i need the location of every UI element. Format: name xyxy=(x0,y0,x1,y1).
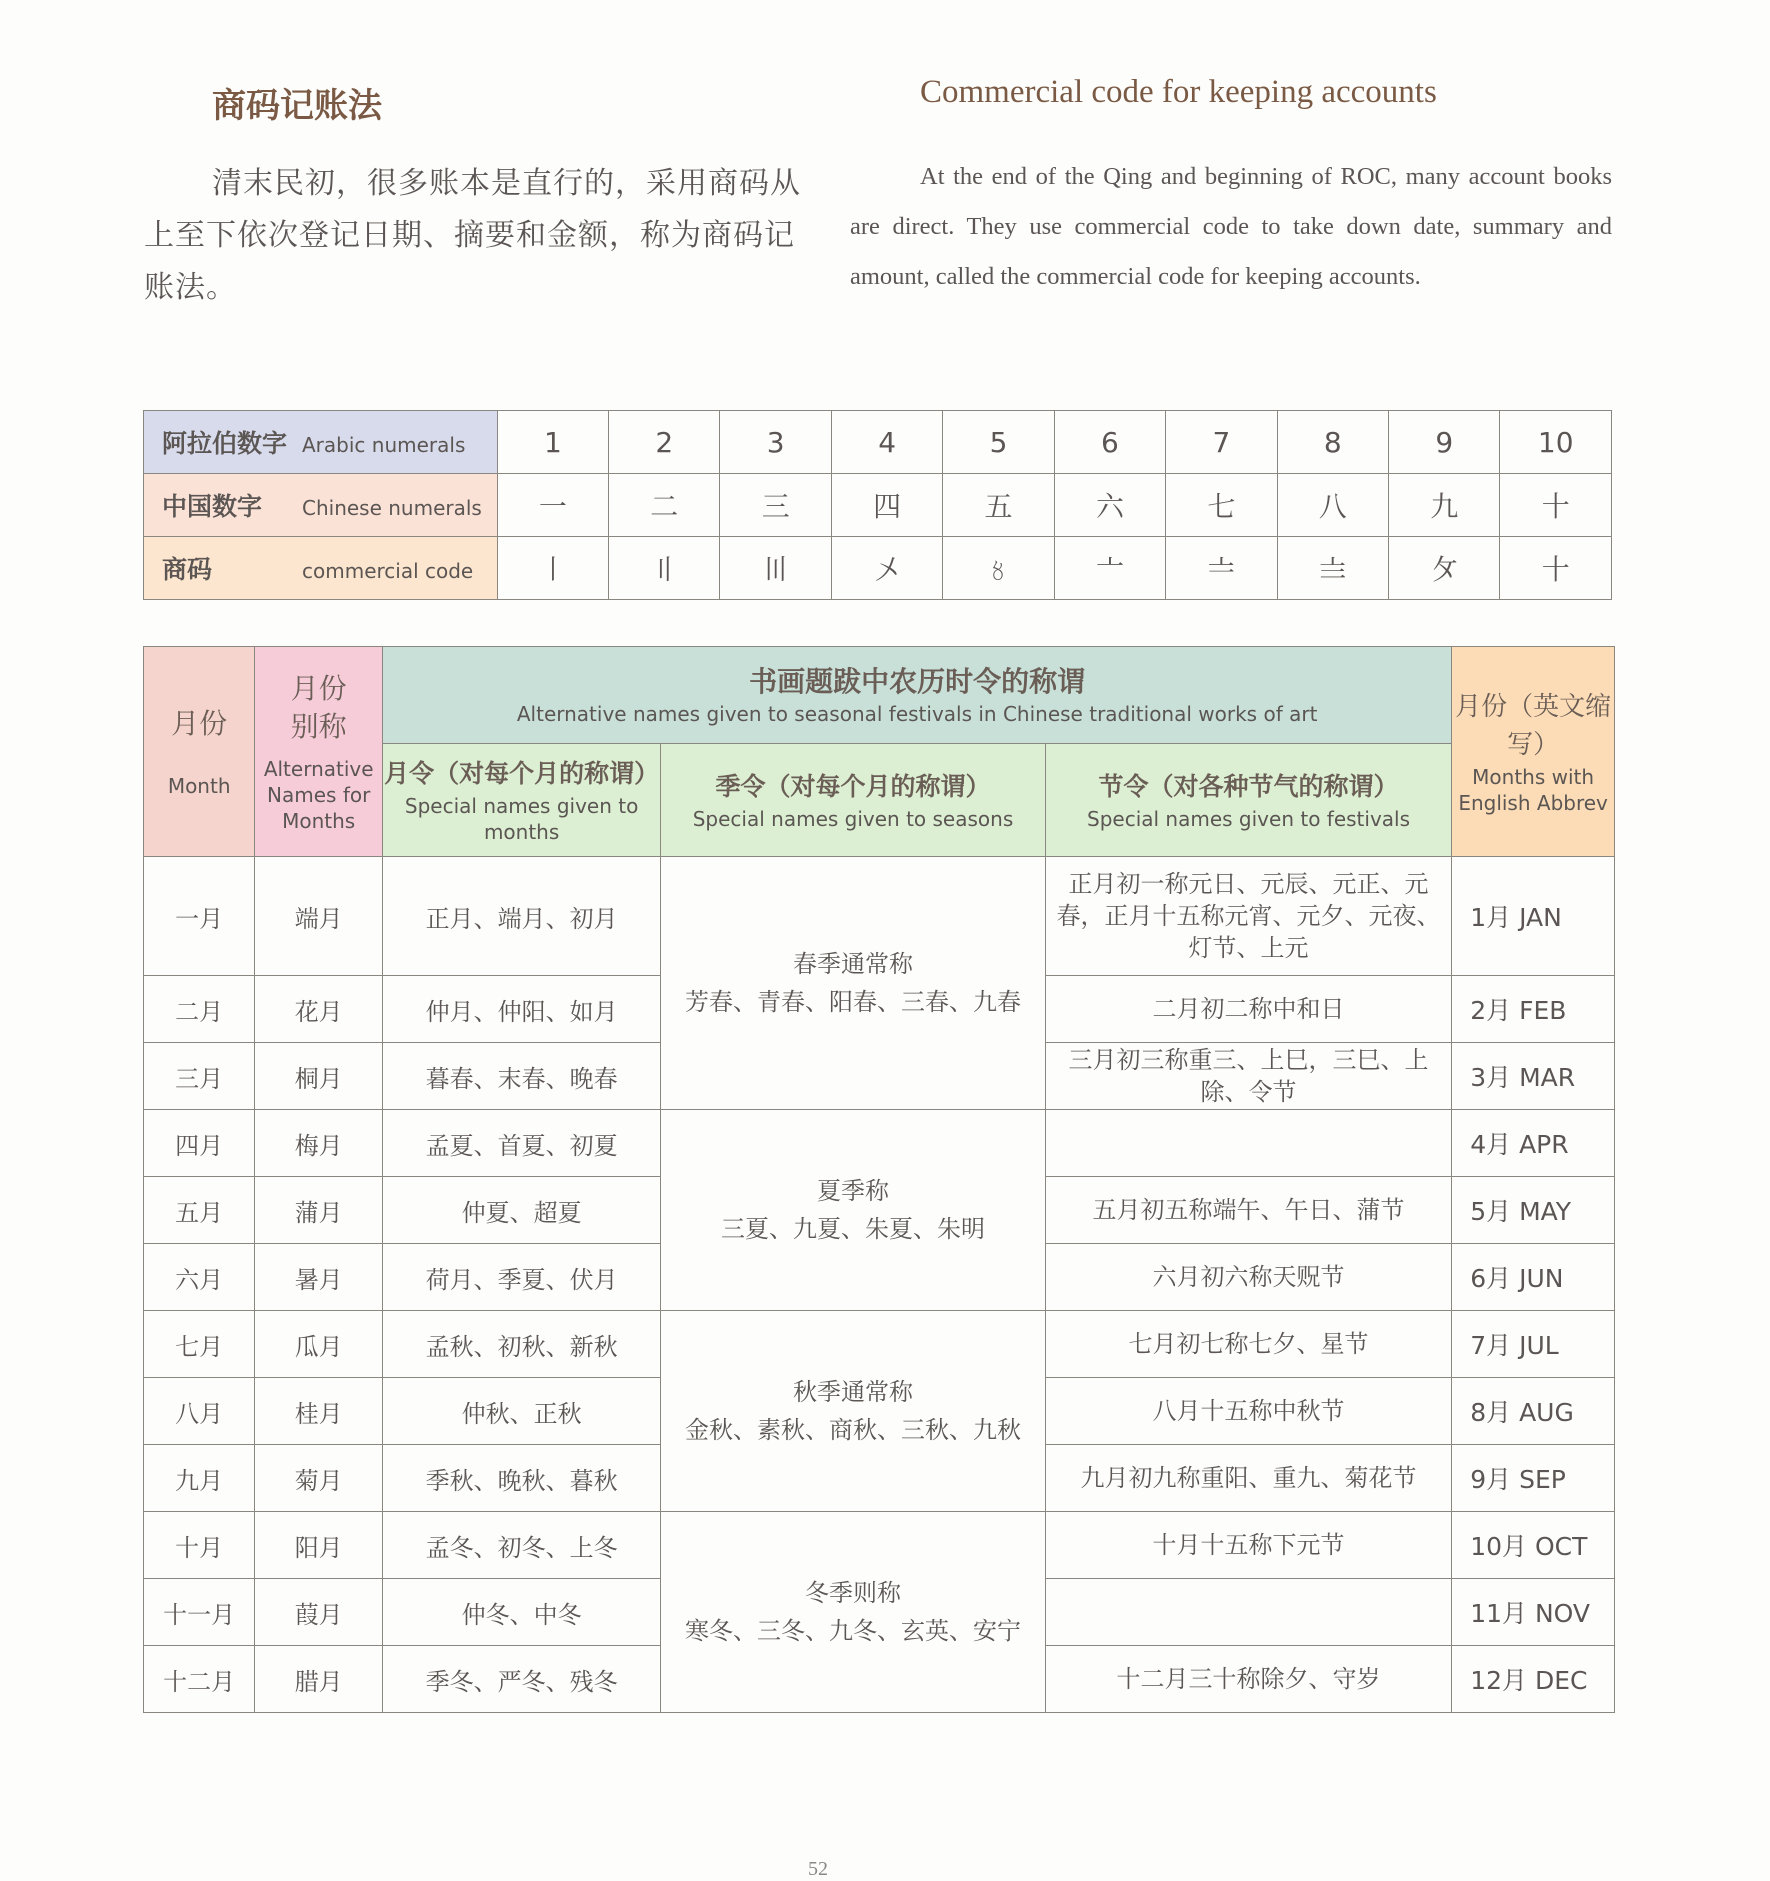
alt-name-cell: 腊月 xyxy=(255,1646,383,1713)
season-names: 寒冬、三冬、九冬、玄英、安宁 xyxy=(685,1617,1021,1645)
season-title: 冬季则称 xyxy=(805,1579,901,1607)
numeral-cell: 一 xyxy=(497,474,608,537)
month-cell: 三月 xyxy=(144,1043,255,1110)
chinese-section-title: 商码记账法 xyxy=(212,86,382,126)
eng-abbrev-cell: 7月 JUL xyxy=(1452,1311,1615,1378)
jieling-header-en: Special names given to festivals xyxy=(1087,807,1411,831)
numeral-cell: 〤 xyxy=(831,537,942,600)
alt-names-header xyxy=(255,647,383,857)
month-cell: 十二月 xyxy=(144,1646,255,1713)
numerals-table xyxy=(143,410,1612,600)
eng-abbrev-cell: 2月 FEB xyxy=(1452,976,1615,1043)
yueling-header-en: Special names given to months xyxy=(404,794,639,844)
jieling-cell: 七月初七称七夕、星节 xyxy=(1045,1311,1451,1378)
eng-abbrev-cell: 4月 APR xyxy=(1452,1110,1615,1177)
alt-name-cell: 桂月 xyxy=(255,1378,383,1445)
yueling-cell: 孟冬、初冬、上冬 xyxy=(383,1512,661,1579)
month-header-zh: 月份 xyxy=(171,706,228,740)
numeral-cell: 十 xyxy=(1500,537,1612,600)
row-label xyxy=(144,537,498,600)
season-title: 秋季通常称 xyxy=(793,1378,913,1406)
jieling-header-zh: 节令（对各种节气的称谓） xyxy=(1098,772,1399,801)
numeral-cell: 〡 xyxy=(497,537,608,600)
numeral-cell: 6 xyxy=(1054,411,1165,474)
alt-name-cell: 瓜月 xyxy=(255,1311,383,1378)
months-table xyxy=(143,646,1615,1713)
arabic-numerals-row xyxy=(144,411,1612,474)
seasonal-names-header xyxy=(383,647,1452,744)
numeral-cell: 四 xyxy=(831,474,942,537)
chinese-numerals-row xyxy=(144,474,1612,537)
alt-name-cell: 阳月 xyxy=(255,1512,383,1579)
eng-abbrev-cell: 3月 MAR xyxy=(1452,1043,1615,1110)
super-header-zh: 书画题跋中农历时令的称谓 xyxy=(749,665,1086,698)
numeral-cell: 〨 xyxy=(1277,537,1388,600)
month-cell: 八月 xyxy=(144,1378,255,1445)
jieling-cell: 十月十五称下元节 xyxy=(1045,1512,1451,1579)
eng-abbrev-cell: 10月 OCT xyxy=(1452,1512,1615,1579)
eng-header-zh: 月份（英文缩写） xyxy=(1455,691,1612,760)
super-header-en: Alternative names given to seasonal festivals in Chinese traditional works of art xyxy=(516,702,1318,726)
month-header-en: Month xyxy=(167,773,231,798)
month-cell: 五月 xyxy=(144,1177,255,1244)
month-header xyxy=(144,647,255,857)
english-section-title: Commercial code for keeping accounts xyxy=(920,74,1437,110)
numeral-cell: 〧 xyxy=(1166,537,1277,600)
alt-name-cell: 梅月 xyxy=(255,1110,383,1177)
row-label xyxy=(144,474,498,537)
jieling-cell: 二月初二称中和日 xyxy=(1045,976,1451,1043)
jieling-cell: 六月初六称天贶节 xyxy=(1045,1244,1451,1311)
season-title: 春季通常称 xyxy=(793,950,913,978)
numeral-cell: 3 xyxy=(720,411,831,474)
numeral-cell: 五 xyxy=(943,474,1054,537)
alt-header-zh: 月份别称 xyxy=(290,671,347,743)
alt-name-cell: 花月 xyxy=(255,976,383,1043)
season-names: 芳春、青春、阳春、三春、九春 xyxy=(685,988,1021,1016)
yueling-header xyxy=(383,744,661,857)
season-title: 夏季称 xyxy=(817,1177,889,1205)
yueling-cell: 仲夏、超夏 xyxy=(383,1177,661,1244)
chinese-paragraph: 清末民初，很多账本是直行的，采用商码从上至下依次登记日期、摘要和金额，称为商码记账法。 xyxy=(144,166,801,305)
numeral-cell: 〩 xyxy=(1389,537,1500,600)
jieling-cell: 五月初五称端午、午日、蒲节 xyxy=(1045,1177,1451,1244)
numeral-cell: 八 xyxy=(1277,474,1388,537)
month-cell: 六月 xyxy=(144,1244,255,1311)
english-paragraph: At the end of the Qing and beginning of ROC, many account books are direct. They use commercial code to take down date, summary and amount, called the commercial code for keeping accounts. xyxy=(850,163,1612,290)
month-cell: 二月 xyxy=(144,976,255,1043)
yueling-cell: 仲冬、中冬 xyxy=(383,1579,661,1646)
season-cell-autumn xyxy=(661,1311,1046,1512)
eng-abbrev-cell: 12月 DEC xyxy=(1452,1646,1615,1713)
row-label xyxy=(144,411,498,474)
month-cell: 九月 xyxy=(144,1445,255,1512)
alt-name-cell: 菊月 xyxy=(255,1445,383,1512)
season-names: 金秋、素秋、商秋、三秋、九秋 xyxy=(685,1416,1021,1444)
jieling-cell xyxy=(1045,1579,1451,1646)
jieling-header xyxy=(1045,744,1451,857)
row-label-zh: 阿拉伯数字 xyxy=(162,429,288,458)
yueling-cell: 仲秋、正秋 xyxy=(383,1378,661,1445)
alt-name-cell: 端月 xyxy=(255,857,383,976)
alt-header-en: Alternative Names for Months xyxy=(263,756,374,833)
season-cell-summer xyxy=(661,1110,1046,1311)
jieling-cell: 正月初一称元日、元辰、元正、元春，正月十五称元宵、元夕、元夜、灯节、上元 xyxy=(1045,857,1451,976)
numeral-cell: 7 xyxy=(1166,411,1277,474)
yueling-cell: 正月、端月、初月 xyxy=(383,857,661,976)
jiling-header-zh: 季令（对每个月的称谓） xyxy=(715,772,991,801)
eng-abbrev-cell: 6月 JUN xyxy=(1452,1244,1615,1311)
season-cell-winter xyxy=(661,1512,1046,1713)
yueling-cell: 孟夏、首夏、初夏 xyxy=(383,1110,661,1177)
table-row xyxy=(144,1512,1615,1579)
numeral-cell: 十 xyxy=(1500,474,1612,537)
numeral-cell: 5 xyxy=(943,411,1054,474)
yueling-cell: 仲月、仲阳、如月 xyxy=(383,976,661,1043)
season-names: 三夏、九夏、朱夏、朱明 xyxy=(721,1215,985,1243)
eng-abbrev-cell: 8月 AUG xyxy=(1452,1378,1615,1445)
jieling-cell: 十二月三十称除夕、守岁 xyxy=(1045,1646,1451,1713)
table-row xyxy=(144,1110,1615,1177)
alt-name-cell: 桐月 xyxy=(255,1043,383,1110)
jieling-cell: 九月初九称重阳、重九、菊花节 xyxy=(1045,1445,1451,1512)
numeral-cell: 六 xyxy=(1054,474,1165,537)
eng-abbrev-cell: 5月 MAY xyxy=(1452,1177,1615,1244)
numeral-cell: 〦 xyxy=(1054,537,1165,600)
jiling-header-en: Special names given to seasons xyxy=(692,807,1014,831)
yueling-cell: 孟秋、初秋、新秋 xyxy=(383,1311,661,1378)
eng-header-en: Months with English Abbrev xyxy=(1458,764,1608,815)
jieling-cell: 八月十五称中秋节 xyxy=(1045,1378,1451,1445)
month-cell: 七月 xyxy=(144,1311,255,1378)
alt-name-cell: 蒲月 xyxy=(255,1177,383,1244)
month-cell: 十一月 xyxy=(144,1579,255,1646)
numeral-cell: 〥 xyxy=(943,537,1054,600)
numeral-cell: 二 xyxy=(609,474,720,537)
row-label-zh: 商码 xyxy=(162,555,213,584)
numeral-cell: 1 xyxy=(497,411,608,474)
season-cell-spring xyxy=(661,857,1046,1110)
row-label-en: commercial code xyxy=(302,559,474,583)
row-label-en: Chinese numerals xyxy=(302,496,482,520)
numeral-cell: 9 xyxy=(1389,411,1500,474)
english-abbrev-header xyxy=(1452,647,1615,857)
jiling-header xyxy=(661,744,1046,857)
numeral-cell: 〢 xyxy=(609,537,720,600)
row-label-en: Arabic numerals xyxy=(302,433,466,457)
numeral-cell: 〣 xyxy=(720,537,831,600)
numeral-cell: 七 xyxy=(1166,474,1277,537)
alt-name-cell: 暑月 xyxy=(255,1244,383,1311)
month-cell: 四月 xyxy=(144,1110,255,1177)
yueling-cell: 季秋、晚秋、暮秋 xyxy=(383,1445,661,1512)
month-cell: 十月 xyxy=(144,1512,255,1579)
alt-name-cell: 葭月 xyxy=(255,1579,383,1646)
jieling-cell xyxy=(1045,1110,1451,1177)
numeral-cell: 10 xyxy=(1500,411,1612,474)
yueling-cell: 暮春、末春、晚春 xyxy=(383,1043,661,1110)
numeral-cell: 8 xyxy=(1277,411,1388,474)
month-cell: 一月 xyxy=(144,857,255,976)
yueling-cell: 季冬、严冬、残冬 xyxy=(383,1646,661,1713)
table-row xyxy=(144,857,1615,976)
numeral-cell: 2 xyxy=(609,411,720,474)
table-row xyxy=(144,1311,1615,1378)
numeral-cell: 三 xyxy=(720,474,831,537)
jieling-cell: 三月初三称重三、上巳，三巳、上除、令节 xyxy=(1045,1043,1451,1110)
commercial-code-row xyxy=(144,537,1612,600)
row-label-zh: 中国数字 xyxy=(162,492,263,521)
yueling-header-zh: 月令（对每个月的称谓） xyxy=(384,759,660,788)
page-number: 52 xyxy=(808,1858,828,1880)
numeral-cell: 九 xyxy=(1389,474,1500,537)
eng-abbrev-cell: 9月 SEP xyxy=(1452,1445,1615,1512)
yueling-cell: 荷月、季夏、伏月 xyxy=(383,1244,661,1311)
numeral-cell: 4 xyxy=(831,411,942,474)
eng-abbrev-cell: 11月 NOV xyxy=(1452,1579,1615,1646)
eng-abbrev-cell: 1月 JAN xyxy=(1452,857,1615,976)
header-row xyxy=(144,647,1615,744)
